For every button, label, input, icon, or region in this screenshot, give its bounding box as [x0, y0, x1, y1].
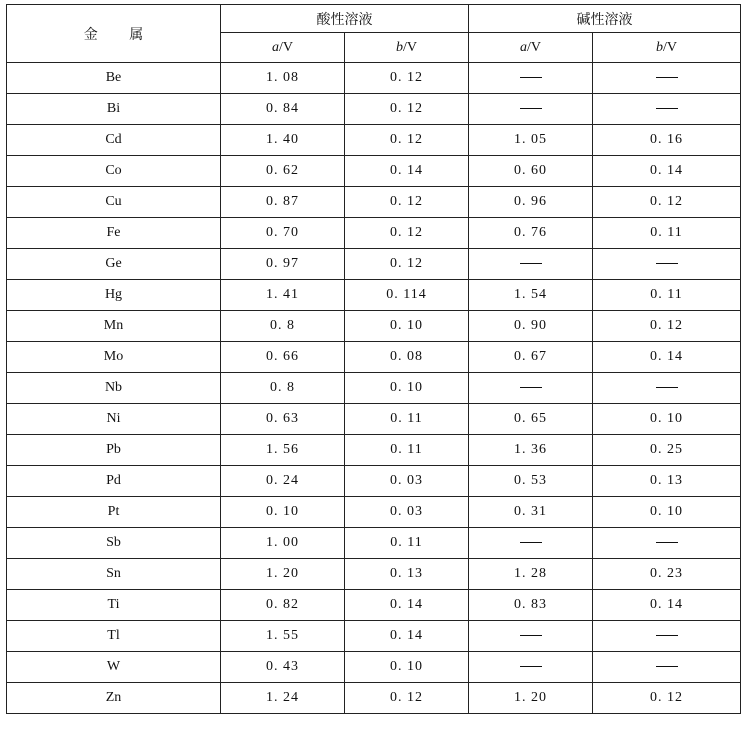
acid-a-cell: 1. 08	[221, 63, 345, 94]
alkaline-b-cell	[593, 373, 741, 404]
acid-a-var: a	[272, 39, 279, 55]
acid-a-cell: 1. 20	[221, 559, 345, 590]
table-row	[7, 187, 741, 218]
alkaline-b-cell: 0. 12	[593, 187, 741, 218]
alkaline-b-cell: 0. 10	[593, 497, 741, 528]
alkaline-a-cell	[469, 94, 593, 125]
metal-cell: Mn	[7, 311, 221, 342]
acid-b-cell: 0. 14	[345, 590, 469, 621]
alkaline-a-cell	[469, 652, 593, 683]
acid-a-cell: 1. 24	[221, 683, 345, 714]
table-row	[7, 373, 741, 404]
acid-b-cell: 0. 12	[345, 683, 469, 714]
alkaline-a-cell: 0. 53	[469, 466, 593, 497]
acid-b-cell: 0. 11	[345, 528, 469, 559]
acid-a-cell: 0. 84	[221, 94, 345, 125]
metal-cell: Fe	[7, 218, 221, 249]
metal-cell: Pt	[7, 497, 221, 528]
alkaline-b-cell	[593, 621, 741, 652]
table-row	[7, 218, 741, 249]
acid-a-cell: 0. 24	[221, 466, 345, 497]
alkaline-a-cell: 0. 76	[469, 218, 593, 249]
table-row	[7, 590, 741, 621]
header-row-top	[7, 5, 741, 33]
not-available-dash	[520, 666, 542, 667]
acid-b-cell: 0. 12	[345, 249, 469, 280]
acid-a-cell: 0. 63	[221, 404, 345, 435]
alkaline-b-cell	[593, 528, 741, 559]
table-row	[7, 404, 741, 435]
acid-b-cell: 0. 03	[345, 466, 469, 497]
not-available-dash	[520, 77, 542, 78]
acid-b-cell: 0. 14	[345, 156, 469, 187]
acid-b-unit: /V	[403, 39, 417, 55]
table-row	[7, 125, 741, 156]
alkaline-a-cell: 1. 20	[469, 683, 593, 714]
table-row	[7, 466, 741, 497]
alkaline-a-cell	[469, 621, 593, 652]
metal-cell: Tl	[7, 621, 221, 652]
acid-a-cell: 1. 40	[221, 125, 345, 156]
acid-a-unit: /V	[279, 39, 293, 55]
alkaline-a-cell: 1. 28	[469, 559, 593, 590]
not-available-dash	[656, 387, 678, 388]
alkaline-b-unit: /V	[663, 39, 677, 55]
alkaline-b-cell: 0. 14	[593, 590, 741, 621]
acid-a-cell: 0. 66	[221, 342, 345, 373]
alkaline-a-cell: 0. 65	[469, 404, 593, 435]
alkaline-a-cell	[469, 528, 593, 559]
alkaline-b-cell: 0. 14	[593, 156, 741, 187]
alkaline-a-cell: 0. 96	[469, 187, 593, 218]
table-container	[6, 4, 740, 714]
acid-b-cell: 0. 10	[345, 311, 469, 342]
alkaline-b-cell: 0. 12	[593, 311, 741, 342]
not-available-dash	[656, 542, 678, 543]
alkaline-b-cell: 0. 14	[593, 342, 741, 373]
acid-b-cell: 0. 11	[345, 404, 469, 435]
metal-cell: Pb	[7, 435, 221, 466]
acid-a-cell: 0. 70	[221, 218, 345, 249]
acid-a-cell: 0. 62	[221, 156, 345, 187]
acid-a-cell: 1. 41	[221, 280, 345, 311]
table-row	[7, 652, 741, 683]
metal-cell: Ti	[7, 590, 221, 621]
acid-b-cell: 0. 03	[345, 497, 469, 528]
alkaline-a-cell: 0. 90	[469, 311, 593, 342]
alkaline-b-cell	[593, 63, 741, 94]
acid-b-cell: 0. 13	[345, 559, 469, 590]
alkaline-b-cell: 0. 13	[593, 466, 741, 497]
acid-b-cell: 0. 114	[345, 280, 469, 311]
not-available-dash	[520, 542, 542, 543]
not-available-dash	[520, 108, 542, 109]
metal-cell: Pd	[7, 466, 221, 497]
acid-a-cell: 0. 87	[221, 187, 345, 218]
acid-b-cell: 0. 12	[345, 63, 469, 94]
acid-b-cell: 0. 10	[345, 373, 469, 404]
alkaline-solution-header: 碱性溶液	[469, 5, 741, 33]
metal-cell: Ni	[7, 404, 221, 435]
acid-b-cell: 0. 10	[345, 652, 469, 683]
metal-cell: Hg	[7, 280, 221, 311]
table-row	[7, 249, 741, 280]
acid-a-header	[221, 33, 345, 63]
alkaline-a-cell	[469, 373, 593, 404]
alkaline-a-cell: 0. 67	[469, 342, 593, 373]
metal-cell: Cu	[7, 187, 221, 218]
acid-a-cell: 0. 97	[221, 249, 345, 280]
acid-b-cell: 0. 12	[345, 125, 469, 156]
table-row	[7, 559, 741, 590]
alkaline-b-var: b	[656, 39, 663, 55]
not-available-dash	[520, 263, 542, 264]
metal-cell: Ge	[7, 249, 221, 280]
acid-a-cell: 1. 00	[221, 528, 345, 559]
acid-a-cell: 0. 8	[221, 311, 345, 342]
acid-a-cell: 1. 56	[221, 435, 345, 466]
alkaline-b-header	[593, 33, 741, 63]
acid-b-cell: 0. 12	[345, 218, 469, 249]
acid-a-cell: 0. 43	[221, 652, 345, 683]
metal-column-header	[7, 5, 221, 63]
metal-header-label: 金 属	[83, 27, 158, 43]
acid-a-cell: 1. 55	[221, 621, 345, 652]
metal-cell: Sb	[7, 528, 221, 559]
metal-cell: Be	[7, 63, 221, 94]
alkaline-a-cell: 0. 83	[469, 590, 593, 621]
metal-cell: Nb	[7, 373, 221, 404]
alkaline-a-cell: 1. 36	[469, 435, 593, 466]
not-available-dash	[656, 635, 678, 636]
acid-a-cell: 0. 82	[221, 590, 345, 621]
alkaline-b-cell: 0. 25	[593, 435, 741, 466]
metal-cell: Mo	[7, 342, 221, 373]
table-row	[7, 342, 741, 373]
alkaline-b-cell: 0. 10	[593, 404, 741, 435]
not-available-dash	[520, 387, 542, 388]
alkaline-a-cell: 0. 31	[469, 497, 593, 528]
not-available-dash	[656, 108, 678, 109]
alkaline-b-cell: 0. 12	[593, 683, 741, 714]
alkaline-a-cell	[469, 63, 593, 94]
alkaline-b-cell: 0. 16	[593, 125, 741, 156]
acid-b-cell: 0. 14	[345, 621, 469, 652]
tafel-constants-table	[6, 4, 741, 714]
not-available-dash	[656, 263, 678, 264]
metal-cell: Sn	[7, 559, 221, 590]
acid-b-cell: 0. 12	[345, 187, 469, 218]
acid-a-cell: 0. 10	[221, 497, 345, 528]
alkaline-a-var: a	[520, 39, 527, 55]
alkaline-a-cell: 1. 54	[469, 280, 593, 311]
metal-cell: Bi	[7, 94, 221, 125]
acid-b-header	[345, 33, 469, 63]
alkaline-a-header	[469, 33, 593, 63]
alkaline-b-cell: 0. 11	[593, 218, 741, 249]
table-body	[7, 63, 741, 714]
table-row	[7, 683, 741, 714]
alkaline-b-cell: 0. 11	[593, 280, 741, 311]
acid-b-cell: 0. 11	[345, 435, 469, 466]
alkaline-b-cell	[593, 652, 741, 683]
not-available-dash	[656, 77, 678, 78]
alkaline-b-cell	[593, 94, 741, 125]
acid-solution-header: 酸性溶液	[221, 5, 469, 33]
metal-cell: Cd	[7, 125, 221, 156]
table-row	[7, 528, 741, 559]
metal-cell: W	[7, 652, 221, 683]
acid-b-cell: 0. 12	[345, 94, 469, 125]
alkaline-b-cell	[593, 249, 741, 280]
table-row	[7, 63, 741, 94]
table-row	[7, 497, 741, 528]
alkaline-a-cell: 1. 05	[469, 125, 593, 156]
metal-cell: Zn	[7, 683, 221, 714]
acid-b-cell: 0. 08	[345, 342, 469, 373]
acid-a-cell: 0. 8	[221, 373, 345, 404]
alkaline-b-cell: 0. 23	[593, 559, 741, 590]
not-available-dash	[520, 635, 542, 636]
alkaline-a-unit: /V	[527, 39, 541, 55]
acid-b-var: b	[396, 39, 403, 55]
table-row	[7, 94, 741, 125]
table-row	[7, 621, 741, 652]
metal-cell: Co	[7, 156, 221, 187]
table-row	[7, 156, 741, 187]
alkaline-a-cell: 0. 60	[469, 156, 593, 187]
table-row	[7, 311, 741, 342]
table-row	[7, 435, 741, 466]
table-header	[7, 5, 741, 63]
not-available-dash	[656, 666, 678, 667]
alkaline-a-cell	[469, 249, 593, 280]
table-row	[7, 280, 741, 311]
